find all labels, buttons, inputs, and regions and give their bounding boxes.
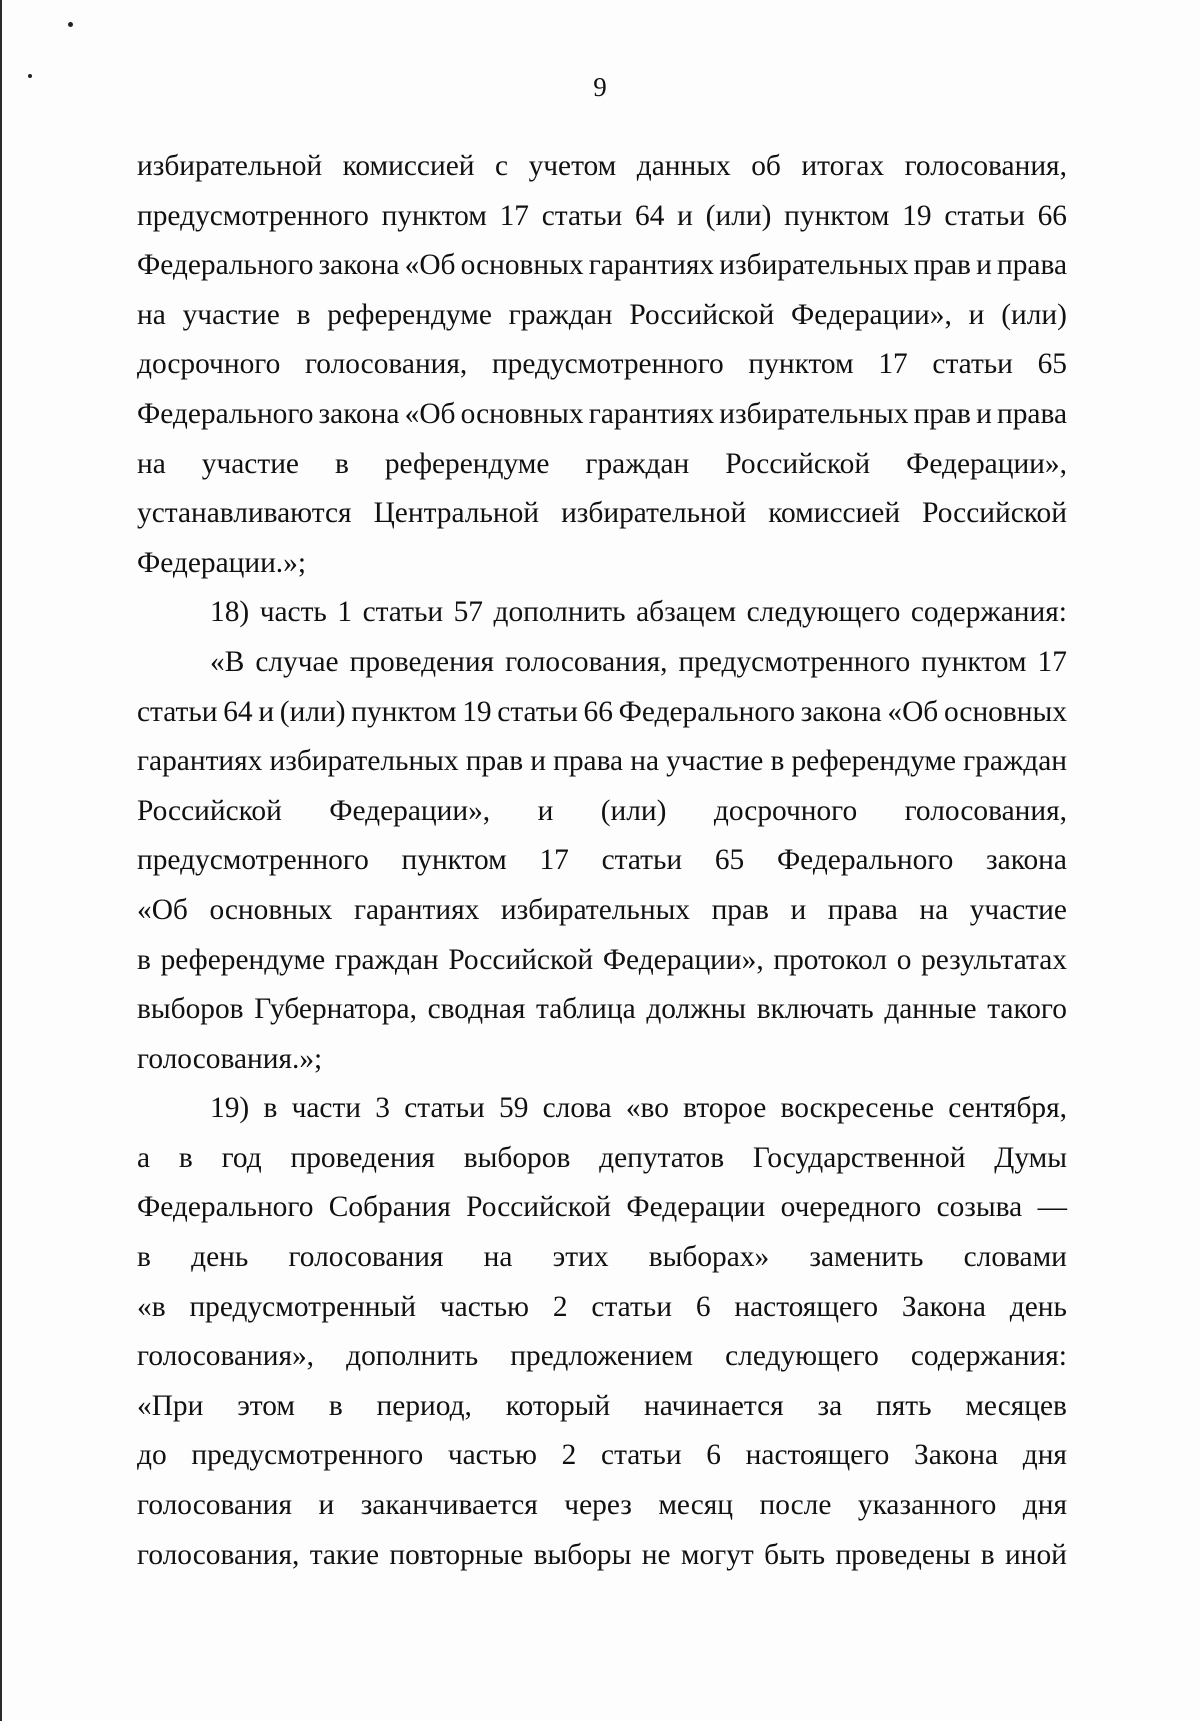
word: и (976, 249, 992, 282)
text-line (137, 390, 1067, 440)
word: гарантиях (137, 745, 263, 778)
word: голосования, (505, 645, 668, 678)
text-line (137, 1233, 1067, 1283)
word: пунктом (351, 695, 457, 728)
word: Российской (466, 1191, 612, 1224)
word: в (296, 298, 311, 331)
word: повторные (389, 1538, 524, 1571)
word: частью (439, 1290, 529, 1323)
word: указанного (857, 1489, 997, 1522)
word: 65 (714, 844, 745, 877)
scan-speck (68, 22, 73, 27)
word: второе (683, 1092, 767, 1125)
word: граждан (508, 298, 613, 331)
word: (или) (705, 199, 772, 232)
word: частью (447, 1439, 537, 1472)
word: прав (465, 745, 524, 778)
word: участие (201, 447, 299, 480)
word: выборов (463, 1141, 571, 1174)
word: Российской (725, 447, 871, 480)
word: Федерации (626, 1191, 766, 1224)
word: прав (913, 249, 971, 282)
word: голосования, (304, 348, 468, 381)
word: Федерального (137, 397, 314, 430)
word: случае (255, 645, 339, 678)
word: голосования (137, 1489, 292, 1522)
word: прав (913, 397, 971, 430)
word: предусмотренного (137, 199, 369, 232)
word: 17 (539, 844, 569, 877)
word: комиссией (342, 150, 475, 182)
word: а (137, 1141, 151, 1174)
word: статьи (591, 1290, 672, 1323)
word: 64 (223, 695, 253, 728)
word: 57 (453, 596, 483, 629)
word: быть (764, 1538, 826, 1571)
text-line (137, 688, 1067, 738)
text-line (137, 539, 1067, 589)
word: (или) (279, 695, 346, 728)
page-number: 9 (593, 72, 607, 102)
text-line (137, 985, 1067, 1035)
word: Думы (994, 1141, 1067, 1174)
word: после (759, 1489, 832, 1522)
text-line (137, 340, 1067, 390)
word: сентября, (948, 1092, 1067, 1125)
word: 66 (1037, 199, 1067, 232)
word: предложением (510, 1340, 694, 1373)
text-line (137, 192, 1067, 242)
word: Губернатора, (254, 993, 417, 1026)
word: участие (666, 745, 764, 778)
word: гарантиях (353, 893, 480, 926)
text-line (137, 1431, 1067, 1481)
word: очередного (780, 1191, 922, 1224)
word: в (137, 943, 151, 976)
word: заменить (809, 1241, 924, 1274)
word: закона (986, 844, 1067, 877)
word: 19 (902, 199, 932, 232)
word: Федерации», (906, 447, 1067, 480)
word: основных (943, 695, 1067, 728)
word: закона (800, 695, 882, 728)
word: граждан (963, 745, 1067, 778)
word: в (328, 1389, 343, 1422)
text-line (137, 489, 1067, 539)
text-line (137, 588, 1067, 638)
word: «Об (404, 249, 456, 282)
word: протокол (773, 943, 888, 976)
word: 2 (552, 1290, 568, 1323)
word: в (334, 447, 349, 480)
word: который (505, 1389, 611, 1422)
word: избирательных (500, 893, 691, 926)
word: Закона (901, 1290, 986, 1323)
word: этом (237, 1389, 295, 1422)
text-line (137, 1134, 1067, 1184)
word: предусмотренного (678, 645, 911, 678)
word: пунктом (401, 844, 507, 877)
text-line (137, 1283, 1067, 1333)
word: на (137, 298, 166, 331)
word: содержания: (910, 1340, 1067, 1373)
word: через (564, 1489, 632, 1522)
word: об (751, 150, 781, 182)
word: следующего (746, 596, 901, 629)
word: в (178, 1141, 193, 1174)
word: на (137, 447, 166, 480)
word: «В (210, 645, 245, 678)
word: Федерального (776, 844, 954, 877)
word: на (630, 745, 660, 778)
word: Государственной (752, 1141, 966, 1174)
word: итогах (801, 150, 885, 182)
word: «Об (887, 695, 939, 728)
word: такие (309, 1538, 379, 1571)
word: предусмотренного (191, 1439, 424, 1472)
word: избирательных (719, 249, 909, 282)
word: таблица (536, 993, 636, 1026)
word: прав (711, 893, 769, 926)
word: дня (1022, 1489, 1067, 1522)
word: пунктом (784, 199, 890, 232)
word: 17 (1037, 645, 1067, 678)
word: досрочного (137, 348, 281, 381)
word: о (896, 943, 912, 976)
word: 18) (210, 596, 250, 629)
word: созыва (936, 1191, 1023, 1224)
word: основных (209, 893, 333, 926)
word: и (677, 199, 693, 232)
word: пунктом (921, 645, 1027, 678)
word: «Об (404, 397, 456, 430)
word: 66 (583, 695, 613, 728)
word: «Об (137, 893, 188, 926)
word: Федерального (618, 695, 796, 728)
text-line (137, 1531, 1067, 1581)
word: 19) (210, 1092, 250, 1125)
word: Федерации», (329, 794, 491, 827)
word: «При (137, 1389, 204, 1422)
word: и (976, 397, 992, 430)
word: гарантиях (588, 249, 715, 282)
text-line (137, 440, 1067, 490)
word: не (641, 1538, 671, 1571)
word: 64 (635, 199, 665, 232)
word: выборах» (648, 1241, 770, 1274)
text-line (137, 737, 1067, 787)
word: год (221, 1141, 262, 1174)
word: месяц (658, 1489, 733, 1522)
text-line (137, 1183, 1067, 1233)
word: включать (756, 993, 874, 1026)
word: 59 (499, 1092, 529, 1125)
word: статьи (944, 199, 1025, 232)
word: основных (460, 397, 584, 430)
word: день (1009, 1290, 1067, 1323)
text-line (137, 142, 1067, 192)
word: до (137, 1439, 167, 1472)
word: референдуме (160, 943, 326, 976)
text-line (137, 1084, 1067, 1134)
word: Российской (922, 497, 1067, 530)
word: избирательных (269, 745, 459, 778)
word: дополнить (493, 596, 626, 629)
word: данных (636, 150, 731, 182)
text-line (137, 638, 1067, 688)
word: 19 (462, 695, 492, 728)
word: 1 (337, 596, 353, 629)
word: голосования.»; (137, 1042, 323, 1075)
word: этих (552, 1241, 609, 1274)
word: 17 (499, 199, 529, 232)
word: пунктом (748, 348, 854, 381)
word: права (996, 249, 1067, 282)
word: дополнить (346, 1340, 479, 1373)
word: проведения (290, 1141, 435, 1174)
word: предусмотренного (491, 348, 724, 381)
word: пять (876, 1389, 932, 1422)
word: референдуме (384, 447, 550, 480)
word: Федерации», (602, 943, 764, 976)
word: права (553, 745, 624, 778)
text-line (137, 241, 1067, 291)
word: Федерального (137, 1191, 314, 1224)
word: комиссией (768, 497, 901, 530)
word: содержания: (910, 596, 1067, 629)
text-line (137, 936, 1067, 986)
word: сводная (427, 993, 526, 1026)
word: выборы (533, 1538, 632, 1571)
word: Закона (914, 1439, 999, 1472)
word: с (495, 150, 509, 182)
word: следующего (725, 1340, 879, 1373)
word: статьи (601, 844, 683, 877)
word: настоящего (745, 1439, 890, 1472)
word: в (980, 1538, 995, 1571)
word: закона (318, 397, 400, 430)
text-line (137, 886, 1067, 936)
word: избирательной (137, 150, 323, 182)
text-line (137, 1481, 1067, 1531)
word: проведены (835, 1538, 971, 1571)
word: голосования, (904, 150, 1067, 182)
word: Федерации», (790, 298, 952, 331)
word: за (817, 1389, 843, 1422)
word: часть (259, 596, 327, 629)
word: статьи (362, 596, 444, 629)
word: на (919, 893, 949, 926)
word: заканчивается (360, 1489, 538, 1522)
word: слова (542, 1092, 612, 1125)
word: закона (318, 249, 400, 282)
word: голосования, (137, 1538, 300, 1571)
word: и (537, 794, 554, 827)
text-line (137, 836, 1067, 886)
word: гарантиях (588, 397, 715, 430)
word: — (1037, 1191, 1067, 1224)
word: в (137, 1241, 151, 1274)
word: права (827, 893, 898, 926)
word: должны (646, 993, 747, 1026)
word: 6 (706, 1439, 721, 1472)
word: и (318, 1489, 335, 1522)
word: участие (969, 893, 1067, 926)
word: начинается (643, 1389, 784, 1422)
word: части (291, 1092, 362, 1125)
text-line (137, 1332, 1067, 1382)
word: референдуме (791, 745, 957, 778)
word: в (263, 1092, 278, 1125)
word: воскресенье (780, 1092, 935, 1125)
word: «во (625, 1092, 669, 1125)
word: статьи (601, 1439, 682, 1472)
word: основных (460, 249, 584, 282)
word: могут (680, 1538, 754, 1571)
word: на (483, 1241, 513, 1274)
word: голосования (288, 1241, 444, 1274)
word: Российской (137, 794, 282, 827)
word: день (191, 1241, 249, 1274)
word: данные (884, 993, 977, 1026)
word: права (996, 397, 1067, 430)
document-body (137, 142, 1067, 1580)
word: 2 (561, 1439, 577, 1472)
word: статьи (932, 348, 1013, 381)
word: досрочного (713, 794, 858, 827)
text-line (137, 787, 1067, 837)
word: 65 (1037, 348, 1067, 381)
word: такого (987, 993, 1067, 1026)
word: предусмотренный (189, 1290, 417, 1323)
word: Российской (448, 943, 594, 976)
word: абзацем (636, 596, 737, 629)
word: статьи (497, 695, 578, 728)
scan-left-edge (0, 0, 2, 1721)
word: граждан (334, 943, 439, 976)
text-line (137, 291, 1067, 341)
word: результатах (921, 943, 1067, 976)
word: период, (376, 1389, 472, 1422)
word: устанавливаются (137, 497, 352, 530)
word: Федерации.»; (137, 546, 307, 579)
text-line (137, 1035, 1067, 1085)
word: учетом (528, 150, 617, 182)
word: настоящего (734, 1290, 879, 1323)
word: избирательной (561, 497, 747, 530)
word: 6 (695, 1290, 711, 1323)
word: Центральной (373, 497, 540, 530)
word: статьи (541, 199, 623, 232)
word: и (968, 298, 985, 331)
word: голосования», (137, 1340, 315, 1373)
word: (или) (600, 794, 667, 827)
word: статьи (137, 695, 218, 728)
word: проведения (349, 645, 495, 678)
word: словами (963, 1241, 1067, 1274)
word: депутатов (599, 1141, 725, 1174)
word: граждан (585, 447, 690, 480)
word: выборов (137, 993, 244, 1026)
word: 17 (878, 348, 908, 381)
word: избирательных (719, 397, 909, 430)
word: в (770, 745, 785, 778)
word: (или) (1001, 298, 1067, 331)
word: статьи (404, 1092, 485, 1125)
word: голосования, (904, 794, 1067, 827)
word: месяцев (965, 1389, 1067, 1422)
word: иной (1005, 1538, 1067, 1571)
word: предусмотренного (137, 844, 369, 877)
word: референдуме (327, 298, 492, 331)
word: и (790, 893, 807, 926)
word: «в (137, 1290, 166, 1323)
word: пунктом (381, 199, 487, 232)
text-line (137, 1382, 1067, 1432)
word: 3 (375, 1092, 390, 1125)
word: участие (182, 298, 280, 331)
word: Российской (629, 298, 775, 331)
word: и (258, 695, 275, 728)
word: дня (1022, 1439, 1067, 1472)
word: и (530, 745, 546, 778)
word: Федерального (137, 249, 314, 282)
word: Собрания (328, 1191, 451, 1224)
